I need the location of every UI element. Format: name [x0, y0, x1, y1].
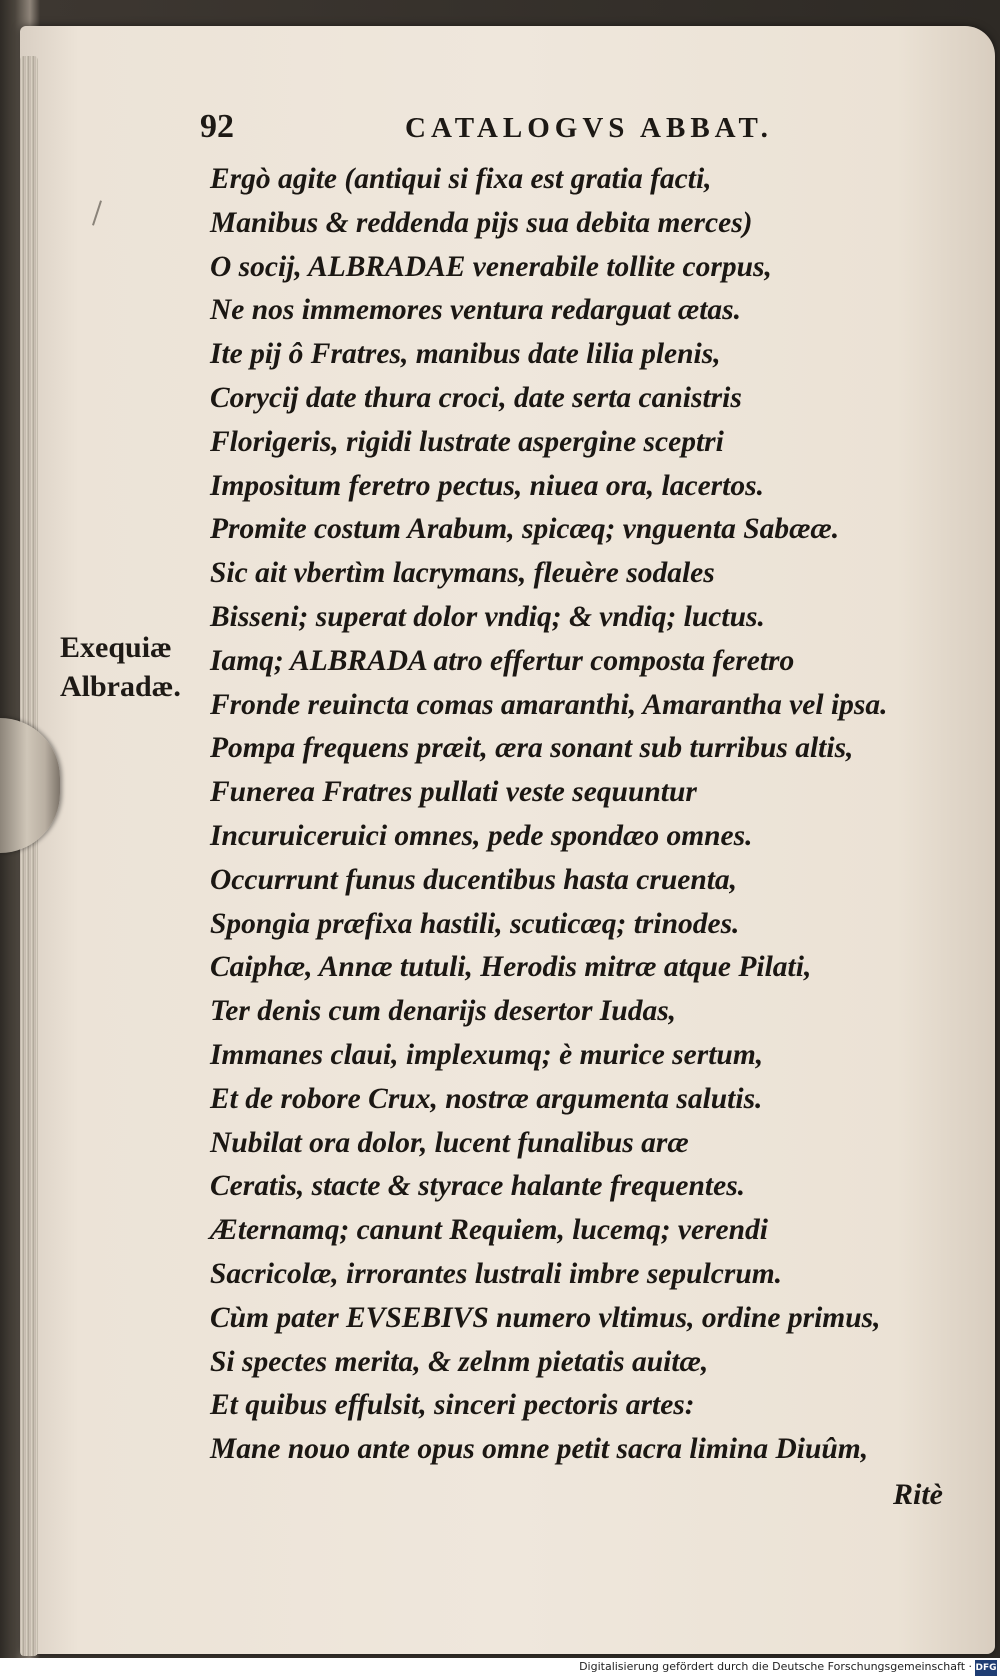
- verse-line: Mane nouo ante opus omne petit sacra limina Diuûm,: [210, 1433, 869, 1466]
- verse-line: Immanes claui, implexumq; è murice sertum,: [210, 1038, 764, 1071]
- marginal-note: [60, 628, 181, 706]
- verse-line: Incuruiceruici omnes, pede spondæo omnes.: [210, 819, 753, 852]
- verse-line: Ite pij ô Fratres, manibus date lilia plenis,: [210, 338, 721, 371]
- verse-line: Æternamq; canunt Requiem, lucemq; verendi: [210, 1214, 769, 1247]
- verse-line: Corycij date thura croci, date serta canistris: [210, 381, 742, 414]
- verse-line: Si spectes merita, & zelnm pietatis auitæ,: [210, 1345, 709, 1378]
- verse-line: Pompa frequens præit, æra sonant sub turribus altis,: [210, 732, 854, 765]
- page-header: [200, 108, 820, 148]
- verse-line: Ter denis cum denarijs desertor Iudas,: [210, 995, 677, 1028]
- verse-line: Sic ait vbertìm lacrymans, fleuère sodales: [210, 557, 715, 590]
- page-stack-edge: [20, 56, 38, 1656]
- verse-line: Manibus & reddenda pijs sua debita merces): [210, 206, 753, 239]
- verse-line: Et quibus effulsit, sinceri pectoris artes:: [210, 1389, 695, 1422]
- verse-line: Cùm pater EVSEBIVS numero vltimus, ordine primus,: [210, 1301, 881, 1334]
- running-title: CATALOGVS ABBAT.: [405, 112, 773, 144]
- verse-line: Florigeris, rigidi lustrate aspergine sceptri: [210, 425, 724, 458]
- verse-line: Sacricolæ, irrorantes lustrali imbre sepulcrum.: [210, 1257, 783, 1290]
- marginal-note-line: Exequiæ: [60, 631, 172, 664]
- verse-line: Ceratis, stacte & styrace halante frequentes.: [210, 1170, 746, 1203]
- verse-line: O socij, ALBRADAE venerabile tollite corpus,: [210, 250, 772, 283]
- footer-strip: [0, 1658, 1000, 1680]
- verse-line: Ne nos immemores ventura redarguat ætas.: [210, 294, 742, 327]
- footer-credit: Digitalisierung gefördert durch die Deutsche Forschungsgemeinschaft ·: [579, 1660, 972, 1673]
- verse-line: Promite costum Arabum, spicæq; vnguenta Sabææ.: [210, 513, 840, 546]
- verse-line: Occurrunt funus ducentibus hasta cruenta,: [210, 863, 738, 896]
- verse-line: Et de robore Crux, nostræ argumenta salutis.: [210, 1082, 763, 1115]
- verse-line: Nubilat ora dolor, lucent funalibus aræ: [210, 1126, 689, 1159]
- verse-line: Funerea Fratres pullati veste sequuntur: [210, 776, 697, 809]
- verse-line: Fronde reuincta comas amaranthi, Amarantha vel ipsa.: [210, 688, 888, 721]
- verse-line: Impositum feretro pectus, niuea ora, lacertos.: [210, 469, 764, 502]
- verse-line: Spongia præfixa hastili, scuticæq; trinodes.: [210, 907, 740, 940]
- verse-line: Bisseni; superat dolor vndiq; & vndiq; luctus.: [210, 600, 765, 633]
- verse-line: Ergò agite (antiqui si fixa est gratia facti,: [210, 163, 712, 195]
- verse-line: Iamq; ALBRADA atro effertur composta feretro: [210, 644, 795, 677]
- marginal-note-line: Albradæ.: [60, 670, 181, 703]
- verse-line: Caiphæ, Annæ tutuli, Herodis mitræ atque Pilati,: [210, 951, 812, 984]
- catchword: Ritè: [893, 1478, 943, 1511]
- dfg-logo: DFG: [975, 1660, 997, 1676]
- page-number: 92: [200, 108, 234, 145]
- verse-body: [210, 158, 950, 1472]
